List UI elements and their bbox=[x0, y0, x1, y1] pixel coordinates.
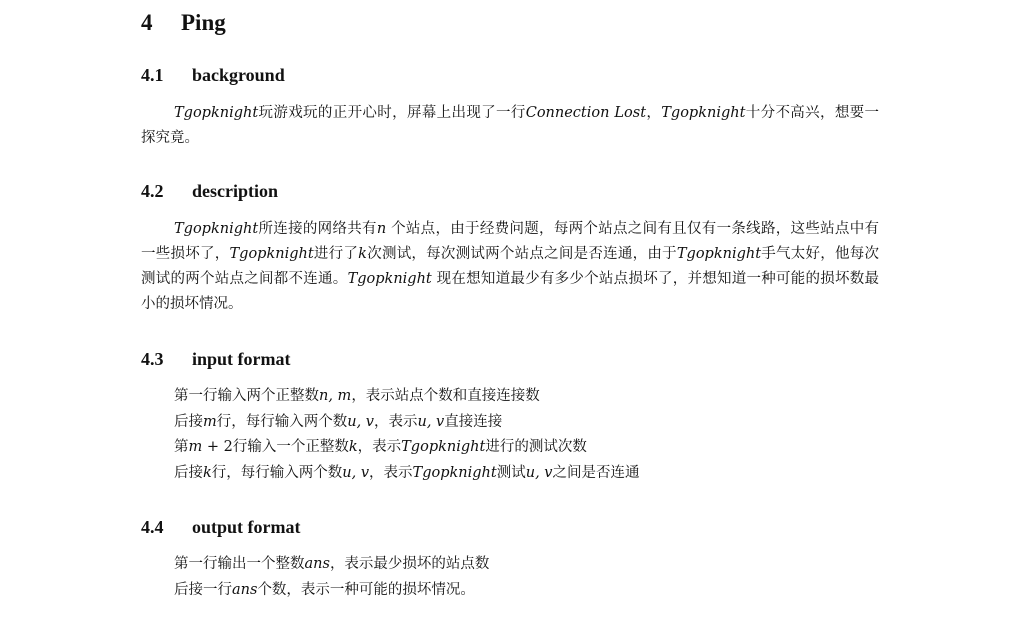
section-title: description bbox=[192, 181, 279, 201]
math-symbol: Tgopknight bbox=[401, 439, 486, 455]
text-run: 个站点，由于经费问题，每两个站点之间有且仅有一条线路，这些站点中有一些损坏了， bbox=[141, 221, 880, 262]
text-run: 第 bbox=[174, 439, 189, 455]
text-run: 之间是否连通 bbox=[552, 464, 640, 481]
text-run: ，表示 bbox=[374, 413, 418, 430]
section-title: background bbox=[192, 65, 285, 85]
chapter-heading bbox=[141, 8, 226, 38]
math-symbol: ans bbox=[304, 556, 330, 572]
math-symbol: u, v bbox=[525, 464, 553, 481]
format-line bbox=[174, 578, 489, 604]
chapter-number: 4 bbox=[141, 10, 153, 35]
section-title: output format bbox=[192, 517, 301, 537]
math-symbol: u, v bbox=[417, 413, 445, 430]
text-run: 后接 bbox=[174, 464, 203, 481]
math-symbol: Tgopknight bbox=[229, 246, 314, 262]
text-run: ，表示最少损坏的站点数 bbox=[329, 556, 490, 572]
text-run: 行输入一个正整数 bbox=[232, 439, 349, 455]
text-run: ，表示站点个数和直接连接数 bbox=[351, 388, 540, 404]
text-run: ， bbox=[646, 105, 662, 121]
input-format-lines bbox=[174, 384, 639, 486]
text-run: + 2 bbox=[202, 439, 233, 455]
math-symbol: ans bbox=[232, 581, 258, 598]
text-run: 第一行输出一个整数 bbox=[174, 556, 305, 572]
math-symbol: n bbox=[376, 221, 387, 237]
section-number: 4.3 bbox=[141, 349, 164, 369]
section-heading-input-format bbox=[141, 347, 291, 371]
math-symbol: k bbox=[358, 246, 367, 262]
math-symbol: m bbox=[203, 413, 217, 430]
math-symbol: m bbox=[188, 439, 203, 455]
text-run: 十分不高兴，想要一探究竟。 bbox=[141, 105, 880, 146]
text-run: 现在想知道最少有多少个站点损坏了，并想知道一种可能的损坏数最小的损坏情况。 bbox=[141, 271, 880, 312]
math-symbol: Tgopknight bbox=[412, 464, 497, 481]
text-run: 玩游戏玩的正开心时，屏幕上出现了一行 bbox=[258, 105, 526, 121]
text-run: 进行的测试次数 bbox=[485, 439, 587, 455]
text-run: 直接连接 bbox=[444, 413, 503, 430]
math-symbol: Tgopknight bbox=[174, 221, 259, 237]
math-symbol: k bbox=[203, 464, 212, 481]
section-number: 4.2 bbox=[141, 181, 164, 201]
text-run: 所连接的网络共有 bbox=[258, 221, 377, 237]
math-symbol: Tgopknight bbox=[347, 271, 432, 287]
section-title: input format bbox=[192, 349, 291, 369]
text-run: ，表示 bbox=[369, 464, 413, 481]
text-run: 行，每行输入两个数 bbox=[216, 413, 348, 430]
text-run: 后接一行 bbox=[174, 581, 232, 598]
description-paragraph bbox=[141, 217, 879, 317]
math-symbol: Connection Lost bbox=[525, 105, 647, 121]
math-symbol: Tgopknight bbox=[174, 105, 259, 121]
section-number: 4.4 bbox=[141, 517, 164, 537]
format-line bbox=[174, 461, 639, 487]
chapter-title: Ping bbox=[181, 10, 226, 35]
math-symbol: k bbox=[348, 439, 358, 455]
text-run: 测试 bbox=[496, 464, 526, 481]
text-run: 个数，表示一种可能的损坏情况。 bbox=[257, 581, 475, 598]
text-run: 后接 bbox=[174, 413, 203, 430]
text-run: 进行了 bbox=[313, 246, 359, 262]
math-symbol: Tgopknight bbox=[661, 105, 746, 121]
math-symbol: Tgopknight bbox=[676, 246, 762, 262]
math-symbol: n, m bbox=[319, 388, 352, 404]
text-run: 手气太好，他每次测试的两个站点之间都不连通。 bbox=[141, 246, 880, 287]
text-run: 行，每行输入两个数 bbox=[211, 464, 343, 481]
text-run: 次测试，每次测试两个站点之间是否连通，由于 bbox=[366, 246, 677, 262]
text-run: ，表示 bbox=[357, 439, 402, 455]
section-number: 4.1 bbox=[141, 65, 164, 85]
output-format-lines bbox=[174, 552, 489, 603]
background-paragraph bbox=[141, 101, 879, 151]
section-heading-description bbox=[141, 179, 278, 203]
text-run: 第一行输入两个正整数 bbox=[174, 388, 319, 404]
math-symbol: u, v bbox=[342, 464, 370, 481]
math-symbol: u, v bbox=[347, 413, 374, 430]
format-line bbox=[174, 410, 639, 436]
section-heading-output-format bbox=[141, 515, 301, 539]
format-line bbox=[174, 384, 639, 410]
format-line bbox=[174, 435, 639, 461]
section-heading-background bbox=[141, 63, 285, 87]
format-line bbox=[174, 552, 489, 578]
